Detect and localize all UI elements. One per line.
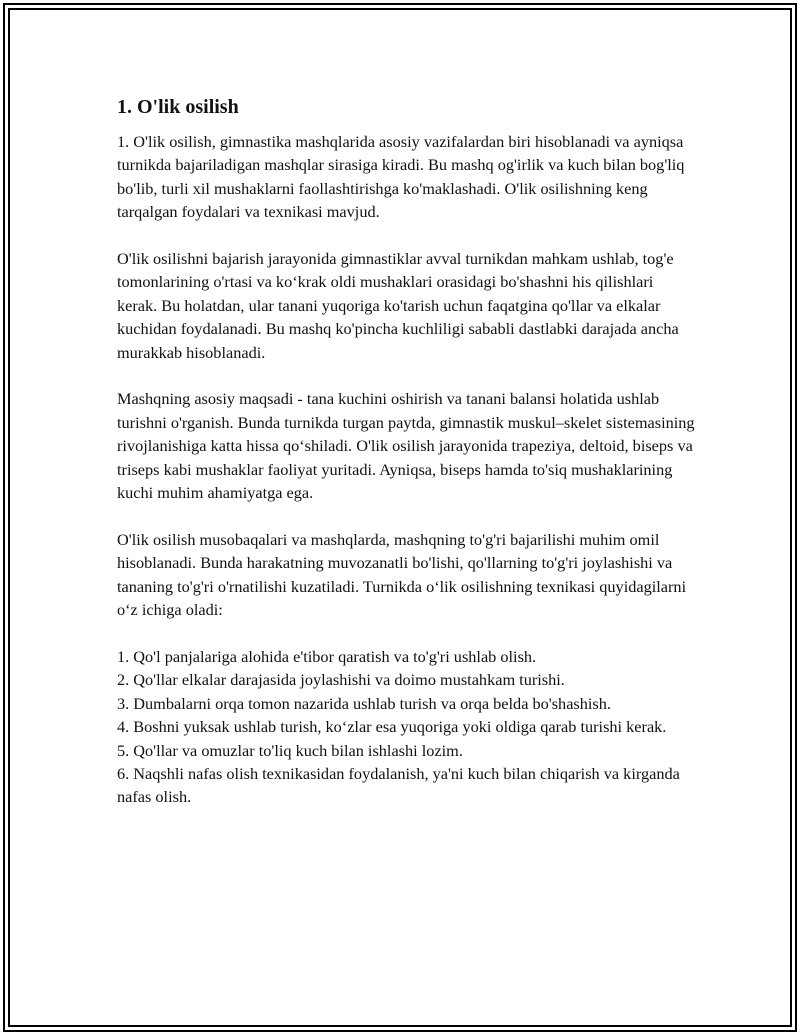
paragraph-intro: 1. O'lik osilish, gimnastika mashqlarida asosiy vazifalardan biri hisoblanadi va ayniqsa turnikda bajariladigan mashqlar sirasiga kiradi. Bu mashq og'irlik va kuch bilan bog'liq bo'lib, turli xil mushaklarni faollashtirishga ko'maklashadi. O'lik osilishning keng tarqalgan foydalari va texnikasi mavjud. (117, 132, 685, 222)
list-item: 1. Qo'l panjalariga alohida e'tibor qaratish va to'g'ri ushlab olish. (117, 646, 537, 666)
technique-list (117, 645, 697, 809)
list-item: 2. Qo'llar elkalar darajasida joylashishi va doimo mustahkam turishi. (117, 670, 565, 690)
paragraph-technique: O'lik osilish musobaqalari va mashqlarda, mashqning to'g'ri bajarilishi muhim omil hisoblanadi. Bunda harakatning muvozanatli bo'lishi, qo'llarning to'g'ri joylashishi va tananing to'g'ri o'rnatilishi kuzatiladi. Turnikda o‘lik osilishning texnikasi quyidagilarni o‘z ichiga oladi: (117, 529, 687, 620)
document-body (117, 93, 697, 809)
list-item: 4. Boshni yuksak ushlab turish, ko‘zlar esa yuqoriga yoki oldiga qarab turishi kerak. (117, 717, 667, 737)
list-item: 6. Naqshli nafas olish texnikasidan foydalanish, ya'ni kuch bilan chiqarish va kirganda nafas olish. (117, 763, 680, 807)
document-title: 1. O'lik osilish (117, 96, 239, 118)
paragraph-purpose: Mashqning asosiy maqsadi - tana kuchini oshirish va tanani balansi holatida ushlab turishni o'rganish. Bunda turnikda turgan paytda, gimnastik muskul–skelet sistemasining rivojlanishiga katta hissa qo‘shiladi. O'lik osilish jarayonida trapeziya, deltoid, biseps va triseps kabi mushaklar faoliyat yuritadi. Ayniqsa, biseps hamda to'siq mushaklarining kuchi muhim ahamiyatga ega. (117, 389, 695, 503)
list-item: 5. Qo'llar va omuzlar to'liq kuch bilan ishlashi lozim. (117, 740, 463, 760)
list-item: 3. Dumbalarni orqa tomon nazarida ushlab turish va orqa belda bo'shashish. (117, 693, 611, 713)
paragraph-execution: O'lik osilishni bajarish jarayonida gimnastiklar avval turnikdan mahkam ushlab, tog'e tomonlarining o'rtasi va ko‘krak oldi mushaklari orasidagi bo'shashni his qilishlari kerak. Bu holatdan, ular tanani yuqoriga ko'tarish uchun faqatgina qo'llar va elkalar kuchidan foydalanadi. Bu mashq ko'pincha kuchliligi sababli dastlabki darajada ancha murakkab hisoblanadi. (117, 249, 679, 362)
